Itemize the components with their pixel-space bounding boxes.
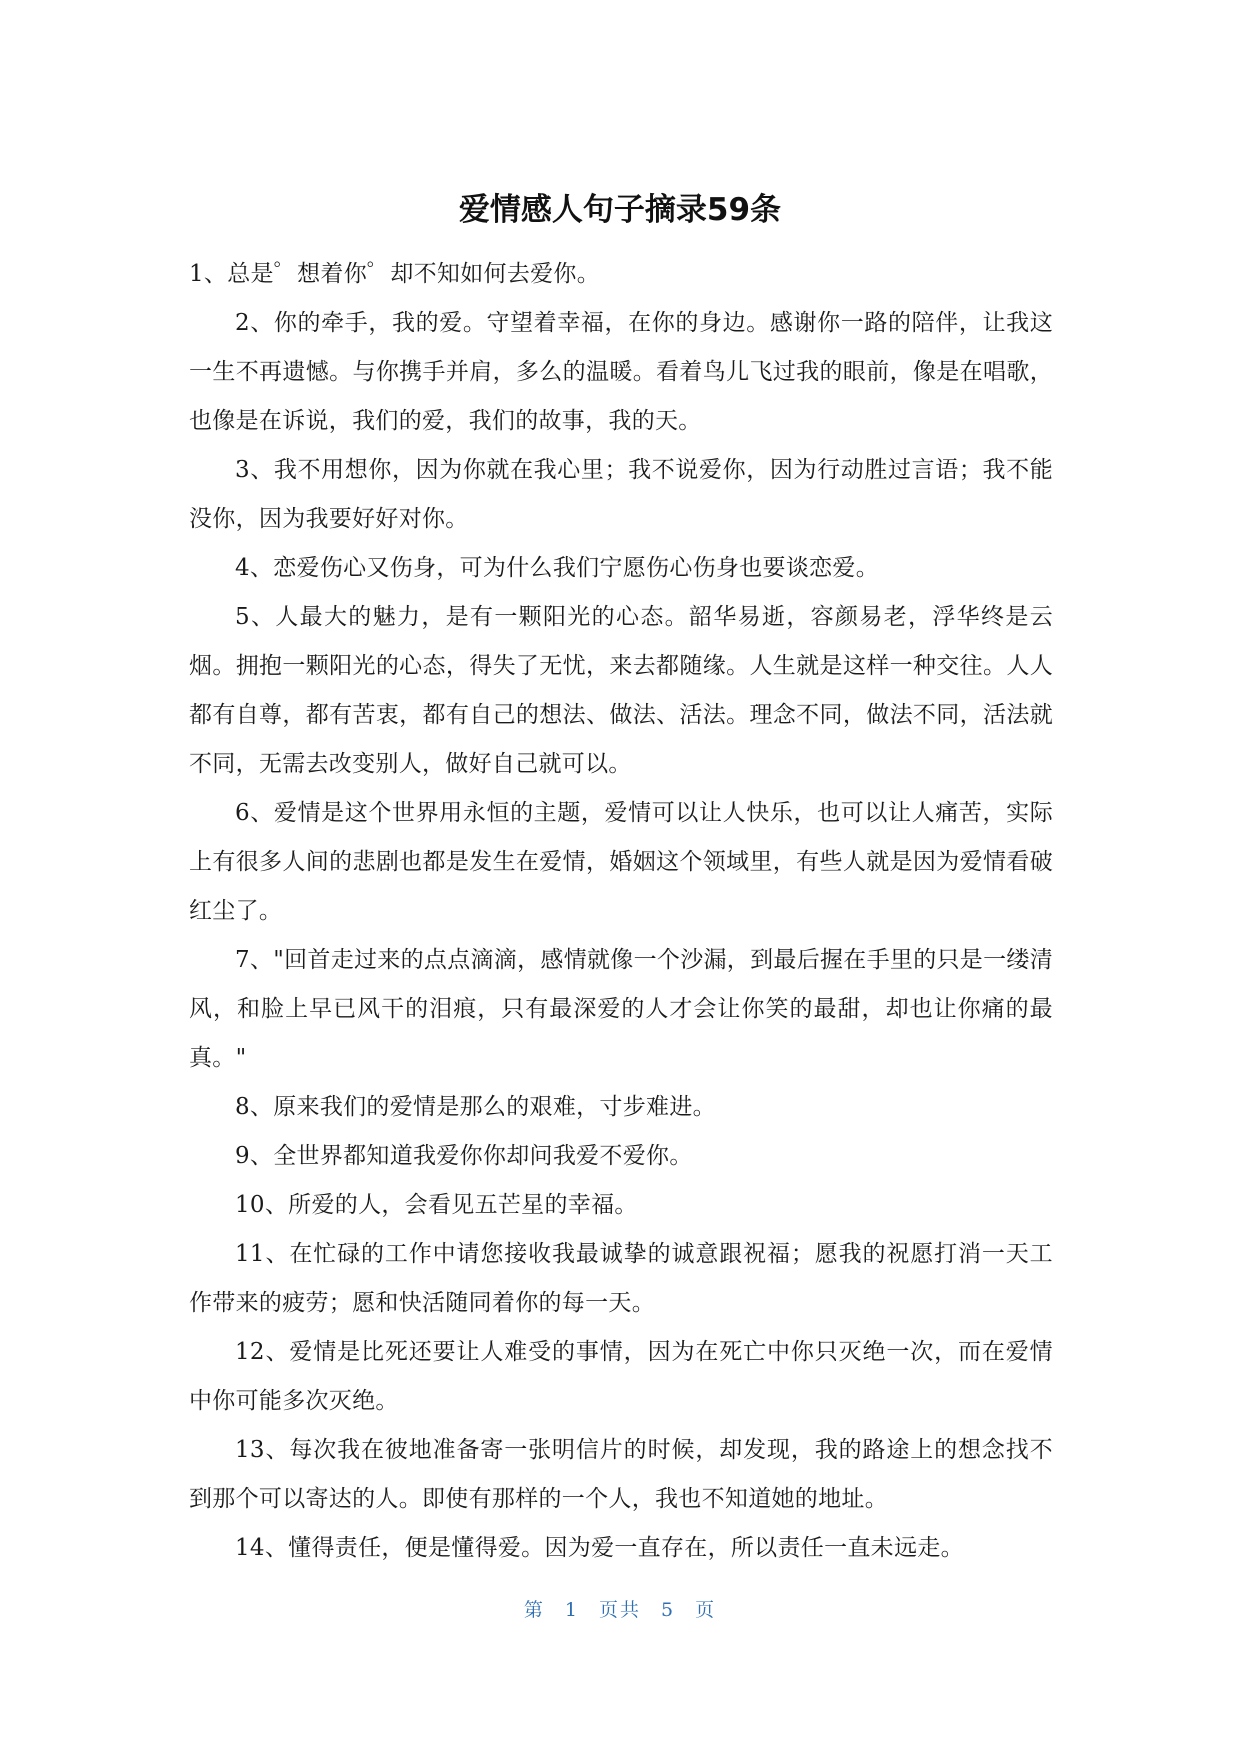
paragraph-3: 3、我不用想你，因为你就在我心里；我不说爱你，因为行动胜过言语；我不能没你，因为我要好好对你。 [189,457,1053,532]
paragraph-6: 6、爱情是这个世界用永恒的主题，爱情可以让人快乐，也可以让人痛苦，实际上有很多人间的悲剧也都是发生在爱情，婚姻这个领域里，有些人就是因为爱情看破红尘了。 [189,800,1053,924]
paragraph-5: 5、人最大的魅力，是有一颗阳光的心态。韶华易逝，容颜易老，浮华终是云烟。拥抱一颗阳光的心态，得失了无忧，来去都随缘。人生就是这样一种交往。人人都有自尊，都有苦衷，都有自己的想法、做法、活法。理念不同，做法不同，活法就不同，无需去改变别人，做好自己就可以。 [189,604,1053,777]
footer-label-end: 页 [695,1599,717,1621]
page-title: 爱情感人句子摘录59条 [458,192,782,228]
footer-total-pages: 5 [661,1599,676,1621]
paragraph-10: 10、所爱的人，会看见五芒星的幸福。 [235,1192,638,1218]
paragraph-7: 7、"回首走过来的点点滴滴，感情就像一个沙漏，到最后握在手里的只是一缕清风，和脸上早已风干的泪痕，只有最深爱的人才会让你笑的最甜，却也让你痛的最真。" [189,947,1054,1071]
document-body [189,250,1053,1573]
footer-label-of: 页共 [598,1599,641,1621]
paragraph-4: 4、恋爱伤心又伤身，可为什么我们宁愿伤心伤身也要谈恋爱。 [235,555,880,581]
paragraph-8: 8、原来我们的爱情是那么的艰难，寸步难进。 [235,1094,716,1120]
footer-current-page: 1 [564,1599,579,1621]
page-footer [0,1595,1240,1622]
paragraph-9: 9、全世界都知道我爱你你却问我爱不爱你。 [235,1143,693,1169]
paragraph-2: 2、你的牵手，我的爱。守望着幸福，在你的身边。感谢你一路的陪伴，让我这一生不再遗憾。与你携手并肩，多么的温暖。看着鸟儿飞过我的眼前，像是在唱歌，也像是在诉说，我们的爱，我们的故事，我的天。 [189,310,1053,434]
paragraph-13: 13、每次我在彼地准备寄一张明信片的时候，却发现，我的路途上的想念找不到那个可以寄达的人。即使有那样的一个人，我也不知道她的地址。 [189,1437,1053,1512]
paragraph-12: 12、爱情是比死还要让人难受的事情，因为在死亡中你只灭绝一次，而在爱情中你可能多次灭绝。 [189,1339,1053,1414]
paragraph-1: 1、总是゜想着你゜却不知如何去爱你。 [189,261,601,287]
paragraph-14: 14、懂得责任，便是懂得爱。因为爱一直存在，所以责任一直未远走。 [235,1535,964,1561]
paragraph-11: 11、在忙碌的工作中请您接收我最诚挚的诚意跟祝福；愿我的祝愿打消一天工作带来的疲劳；愿和快活随同着你的每一天。 [189,1241,1053,1316]
footer-label-page: 第 [523,1599,545,1621]
